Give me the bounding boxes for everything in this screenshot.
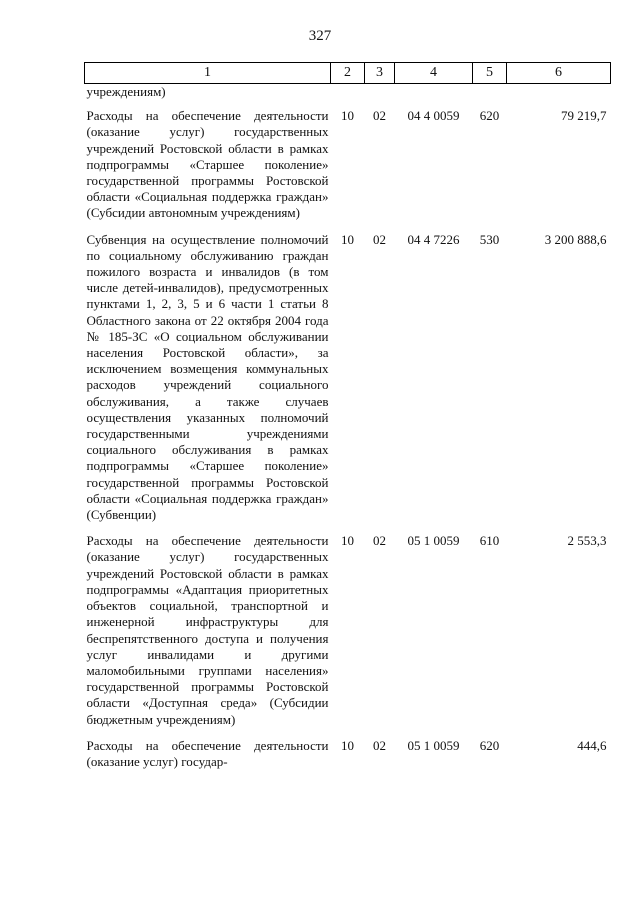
row-subsection: 02	[373, 737, 386, 753]
continuation-text: учреждениям)	[86, 84, 166, 99]
header-col-3: 3	[365, 63, 395, 84]
row-expense-type: 620	[479, 108, 500, 124]
row-target-code: 04 4 7226	[407, 231, 460, 247]
row-expense-type: 620	[479, 737, 500, 753]
row-target-code: 05 1 0059	[407, 737, 460, 753]
header-col-5: 5	[473, 63, 507, 84]
row-amount: 79 219,7	[561, 108, 607, 124]
row-expense-type: 530	[479, 231, 500, 247]
header-col-6: 6	[507, 63, 611, 84]
header-col-2: 2	[331, 63, 365, 84]
row-target-code: 05 1 0059	[407, 533, 460, 549]
row-target-code: 04 4 0059	[407, 108, 460, 124]
row-section: 10	[341, 108, 354, 124]
continuation-row	[85, 84, 611, 105]
row-section: 10	[341, 231, 354, 247]
row-section: 10	[341, 737, 354, 753]
header-col-4: 4	[395, 63, 473, 84]
row-subsection: 02	[373, 533, 386, 549]
row-amount: 444,6	[577, 737, 607, 753]
header-col-1: 1	[85, 63, 331, 84]
header-row	[85, 63, 611, 84]
table-row	[85, 529, 611, 733]
row-description: Расходы на обеспечение деятельности (оказание услуг) государ-	[86, 737, 329, 769]
row-description: Расходы на обеспечение деятельности (оказание услуг) государственных учреждений Ростовской области в рамках подпрограммы «Старшее поколение» государственной программы Ростовской области «Социальная поддержка граждан» (Субсидии автономным учреждениям)	[86, 108, 329, 221]
row-expense-type: 610	[479, 533, 500, 549]
row-amount: 3 200 888,6	[544, 231, 607, 247]
table-row	[85, 228, 611, 530]
row-amount: 2 553,3	[567, 533, 607, 549]
table-row	[85, 104, 611, 227]
row-subsection: 02	[373, 108, 386, 124]
row-description: Субвенция на осуществление полномочий по социальному обслуживанию граждан пожилого возраста и инвалидов (в том числе детей-инвалидов), предусмотренных пунктами 1, 2, 3, 5 и 6 части 1 статьи 8 Областного закона от 22 октября 2004 года № 185-ЗС «О социальном обслуживании населения Ростовской области», за исключением возмещения коммунальных расходов учреждений социального обслуживания, а также случаев осуществления указанных полномочий государственными учреждениями социального обслуживания в рамках подпрограммы «Старшее поколение» государственной программы Ростовской области «Социальная поддержка граждан» (Субвенции)	[86, 231, 329, 523]
row-subsection: 02	[373, 231, 386, 247]
page-number: 327	[308, 28, 332, 44]
table-row	[85, 734, 611, 776]
row-description: Расходы на обеспечение деятельности (оказание услуг) государственных учреждений Ростовской области в рамках подпрограммы «Адаптация приоритетных объектов социальной, транспортной и инженерной инфраструктуры для беспрепятственного доступа и получения услуг инвалидами и другими маломобильными группами населения» государственной программы Ростовской области «Доступная среда» (Субсидии бюджетным учреждениям)	[86, 533, 329, 727]
row-section: 10	[341, 533, 354, 549]
budget-table	[84, 62, 611, 776]
